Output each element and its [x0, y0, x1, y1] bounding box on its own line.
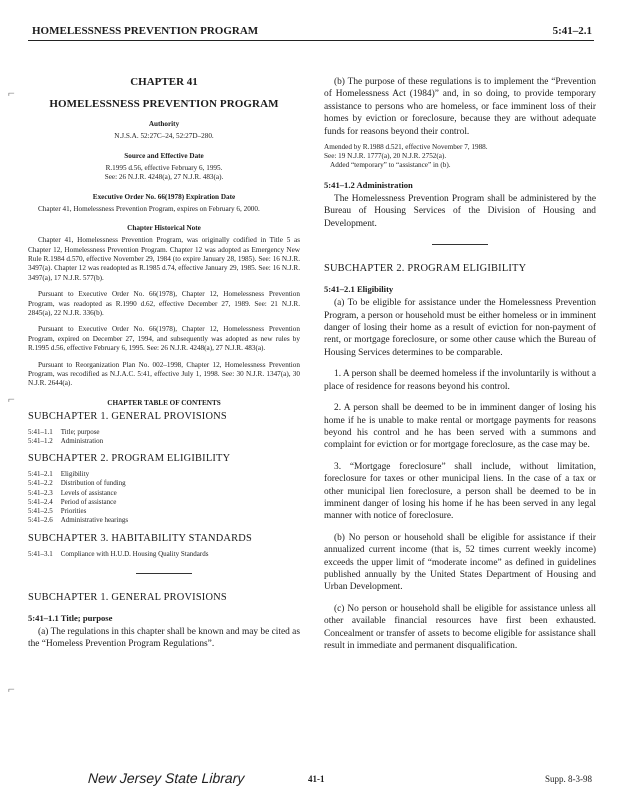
- toc-entry[interactable]: [28, 516, 136, 525]
- amendment-line: Amended by R.1988 d.521, effective November 7, 1988.: [324, 143, 488, 152]
- left-column: [28, 76, 300, 651]
- historical-note-paragraph: Pursuant to Executive Order No. 66(1978), Chapter 12, Homelessness Prevention Program, was readopted as R.1990 d.62, effective December 27, 1989. See: 21 N.J.R. 2845(a), 22 N.J.R. 336(b).: [28, 290, 300, 318]
- toc-subchapter-heading: SUBCHAPTER 2. PROGRAM ELIGIBILITY: [28, 453, 231, 465]
- amendment-note: [324, 143, 596, 170]
- right-column: [324, 76, 596, 652]
- toc-subchapter-heading: SUBCHAPTER 3. HABITABILITY STANDARDS: [28, 532, 252, 544]
- supplement-date: Supp. 8-3-98: [545, 774, 592, 784]
- section-paragraph: (b) The purpose of these regulations is to implement the “Prevention of Homelessness Act (1984)” and, in so doing, to provide temporary assistance to persons who are homeless, or face imminent loss of their homes by eviction or foreclosure, because they are without adequate funds for reasons beyond their control.: [324, 77, 596, 137]
- chapter-number: CHAPTER 41: [130, 76, 198, 88]
- historical-note-block: [28, 224, 300, 389]
- toc-entry[interactable]: [28, 470, 136, 479]
- section-paragraph: 2. A person shall be deemed to be in imminent danger of losing his home if he is unable to make rental or mortgage payments for reasons beyond his control and he has been served with a summons and complaint for eviction or for mortgage foreclosure, as the case may be.: [324, 403, 596, 451]
- toc-section-number: 5:41–2.1: [28, 470, 53, 479]
- section-paragraph: (a) The regulations in this chapter shall be known and may be cited as the “Homeless Prevention Program Regulations”.: [28, 626, 300, 650]
- historical-note-paragraph: Pursuant to Executive Order No. 66(1978), Chapter 12, Homelessness Prevention Program, expired on December 27, 1994, and subsequently was adopted as new rules by R.1995 d.56, effective February 6, 1995. See: 26 N.J.R. 4248(a), 27 N.J.R. 483(a).: [28, 325, 300, 353]
- header-title: HOMELESSNESS PREVENTION PROGRAM: [32, 25, 259, 37]
- executive-order-block: [28, 193, 300, 214]
- toc-section-number: 5:41–2.4: [28, 497, 53, 506]
- table-of-contents: [28, 399, 300, 559]
- toc-section-number: 5:41–2.2: [28, 479, 53, 488]
- historical-note-paragraph: Chapter 41, Homelessness Prevention Program, was originally codified in Title 5 as Chapter 12, Homelessness Prevention Program. Chapter 12 was adopted as Emergency New Rule R.1984 d.570, effective November 29, 1984 (to expire January 28, 1985). See: 16 N.J.R. 3497(a). Chapter 12 was readopted as R.1985 d.74, effective January 29, 1985. See: 16 N.J.R. 3497(a), 17 N.J.R. 577(b).: [28, 236, 300, 282]
- section-paragraph: (c) No person or household shall be eligible for assistance unless all other available financial resources have first been exhausted. Concealment or transfer of assets to become eligible for assistance shall result in immediate and permanent disqualification.: [324, 603, 596, 651]
- binding-mark: ⌐: [8, 392, 15, 406]
- source-line: See: 26 N.J.R. 4248(a), 27 N.J.R. 483(a).: [104, 173, 224, 182]
- toc-list: [28, 470, 136, 525]
- source-heading: Source and Effective Date: [124, 151, 204, 160]
- toc-section-title: Distribution of funding: [60, 479, 126, 488]
- section-heading: 5:41–1.2 Administration: [324, 180, 413, 191]
- amendment-line: See: 19 N.J.R. 1777(a), 20 N.J.R. 2752(a).: [324, 152, 447, 161]
- subchapter-heading: SUBCHAPTER 2. PROGRAM ELIGIBILITY: [324, 263, 527, 275]
- toc-list: [28, 550, 216, 559]
- toc-section-title: Administrative hearings: [60, 516, 129, 525]
- section-divider: [432, 244, 488, 245]
- toc-entry[interactable]: [28, 498, 136, 507]
- section-heading: 5:41–1.1 Title; purpose: [28, 612, 113, 623]
- historical-note-paragraph: Pursuant to Reorganization Plan No. 002–1998, Chapter 12, Homelessness Prevention Program, was recodified as N.J.A.C. 5:41, effective July 1, 1998. See: 30 N.J.R. 1347(a), 30 N.J.R. 2644(a).: [28, 360, 300, 388]
- authority-heading: Authority: [148, 120, 180, 128]
- toc-section-title: Title; purpose: [60, 427, 100, 436]
- page-number: 41-1: [308, 774, 325, 784]
- toc-subchapter-heading: SUBCHAPTER 1. GENERAL PROVISIONS: [28, 410, 227, 422]
- toc-entry[interactable]: [28, 428, 111, 437]
- section-paragraph: (a) To be eligible for assistance under the Homelessness Prevention Program, a person or household must be either homeless or in imminent danger of losing their home as a result of eviction for non-payment of rent, or mortgage foreclosure, or some other cause which the Bureau of Housing Services determines to be comparable.: [324, 298, 596, 358]
- toc-entry[interactable]: [28, 489, 136, 498]
- binding-mark: ⌐: [8, 682, 15, 696]
- toc-section-title: Priorities: [60, 507, 87, 516]
- toc-section-number: 5:41–1.1: [28, 427, 53, 436]
- executive-order-text: Chapter 41, Homelessness Prevention Program, expires on February 6, 2000.: [38, 204, 260, 213]
- section-paragraph: The Homelessness Prevention Program shall be administered by the Bureau of Housing Services of the Division of Housing and Development.: [324, 194, 596, 229]
- subchapter-heading: SUBCHAPTER 1. GENERAL PROVISIONS: [28, 591, 227, 603]
- library-stamp: New Jersey State Library: [87, 770, 245, 786]
- section-paragraph: (b) No person or household shall be eligible for assistance if their annualized current income (that is, 52 times current weekly income) exceeds the upper limit of “moderate income” as defined in guidelines published annually by the United States Department of Housing and Urban Development.: [324, 532, 596, 593]
- toc-section-title: Compliance with H.U.D. Housing Quality Standards: [60, 549, 209, 558]
- source-block: [28, 152, 300, 183]
- toc-entry[interactable]: [28, 479, 136, 488]
- section-paragraph: 1. A person shall be deemed homeless if the involuntarily is without a place of residence for reasons beyond his control.: [324, 369, 596, 392]
- binding-mark: ⌐: [8, 86, 15, 100]
- authority-text: N.J.S.A. 52:27C–24, 52:27D–280.: [114, 132, 214, 140]
- section-divider: [136, 573, 192, 574]
- toc-section-number: 5:41–3.1: [28, 549, 53, 558]
- executive-order-heading: Executive Order No. 66(1978) Expiration Date: [92, 192, 236, 201]
- toc-section-title: Eligibility: [60, 470, 90, 479]
- header-section-number: 5:41–2.1: [552, 25, 592, 37]
- source-line: R.1995 d.56, effective February 6, 1995.: [105, 163, 223, 172]
- toc-section-number: 5:41–1.2: [28, 437, 53, 446]
- toc-heading: CHAPTER TABLE OF CONTENTS: [107, 398, 221, 407]
- toc-section-title: Levels of assistance: [60, 488, 117, 497]
- toc-section-title: Period of assistance: [60, 497, 117, 506]
- toc-entry[interactable]: [28, 507, 136, 516]
- page-footer: [28, 770, 594, 788]
- toc-list: [28, 428, 111, 446]
- toc-entry[interactable]: [28, 550, 216, 559]
- amendment-line: Added “temporary” to “assistance” in (b).: [330, 161, 451, 170]
- toc-section-title: Administration: [60, 437, 104, 446]
- toc-section-number: 5:41–2.6: [28, 516, 53, 525]
- section-heading: 5:41–2.1 Eligibility: [324, 284, 394, 295]
- historical-note-heading: Chapter Historical Note: [127, 224, 201, 233]
- toc-section-number: 5:41–2.5: [28, 507, 53, 516]
- chapter-title: HOMELESSNESS PREVENTION PROGRAM: [49, 98, 279, 110]
- toc-section-number: 5:41–2.3: [28, 488, 53, 497]
- running-header: [28, 24, 594, 41]
- authority-block: [28, 120, 300, 142]
- section-paragraph: 3. “Mortgage foreclosure” shall include, without limitation, foreclosure for taxes or other municipal liens. In the case of a tax or other municipal lien foreclosure, a person shall be deemed to be in imminent danger of losing his home if he has been served in any legal manner with notice of foreclosure.: [324, 461, 596, 522]
- toc-entry[interactable]: [28, 437, 111, 446]
